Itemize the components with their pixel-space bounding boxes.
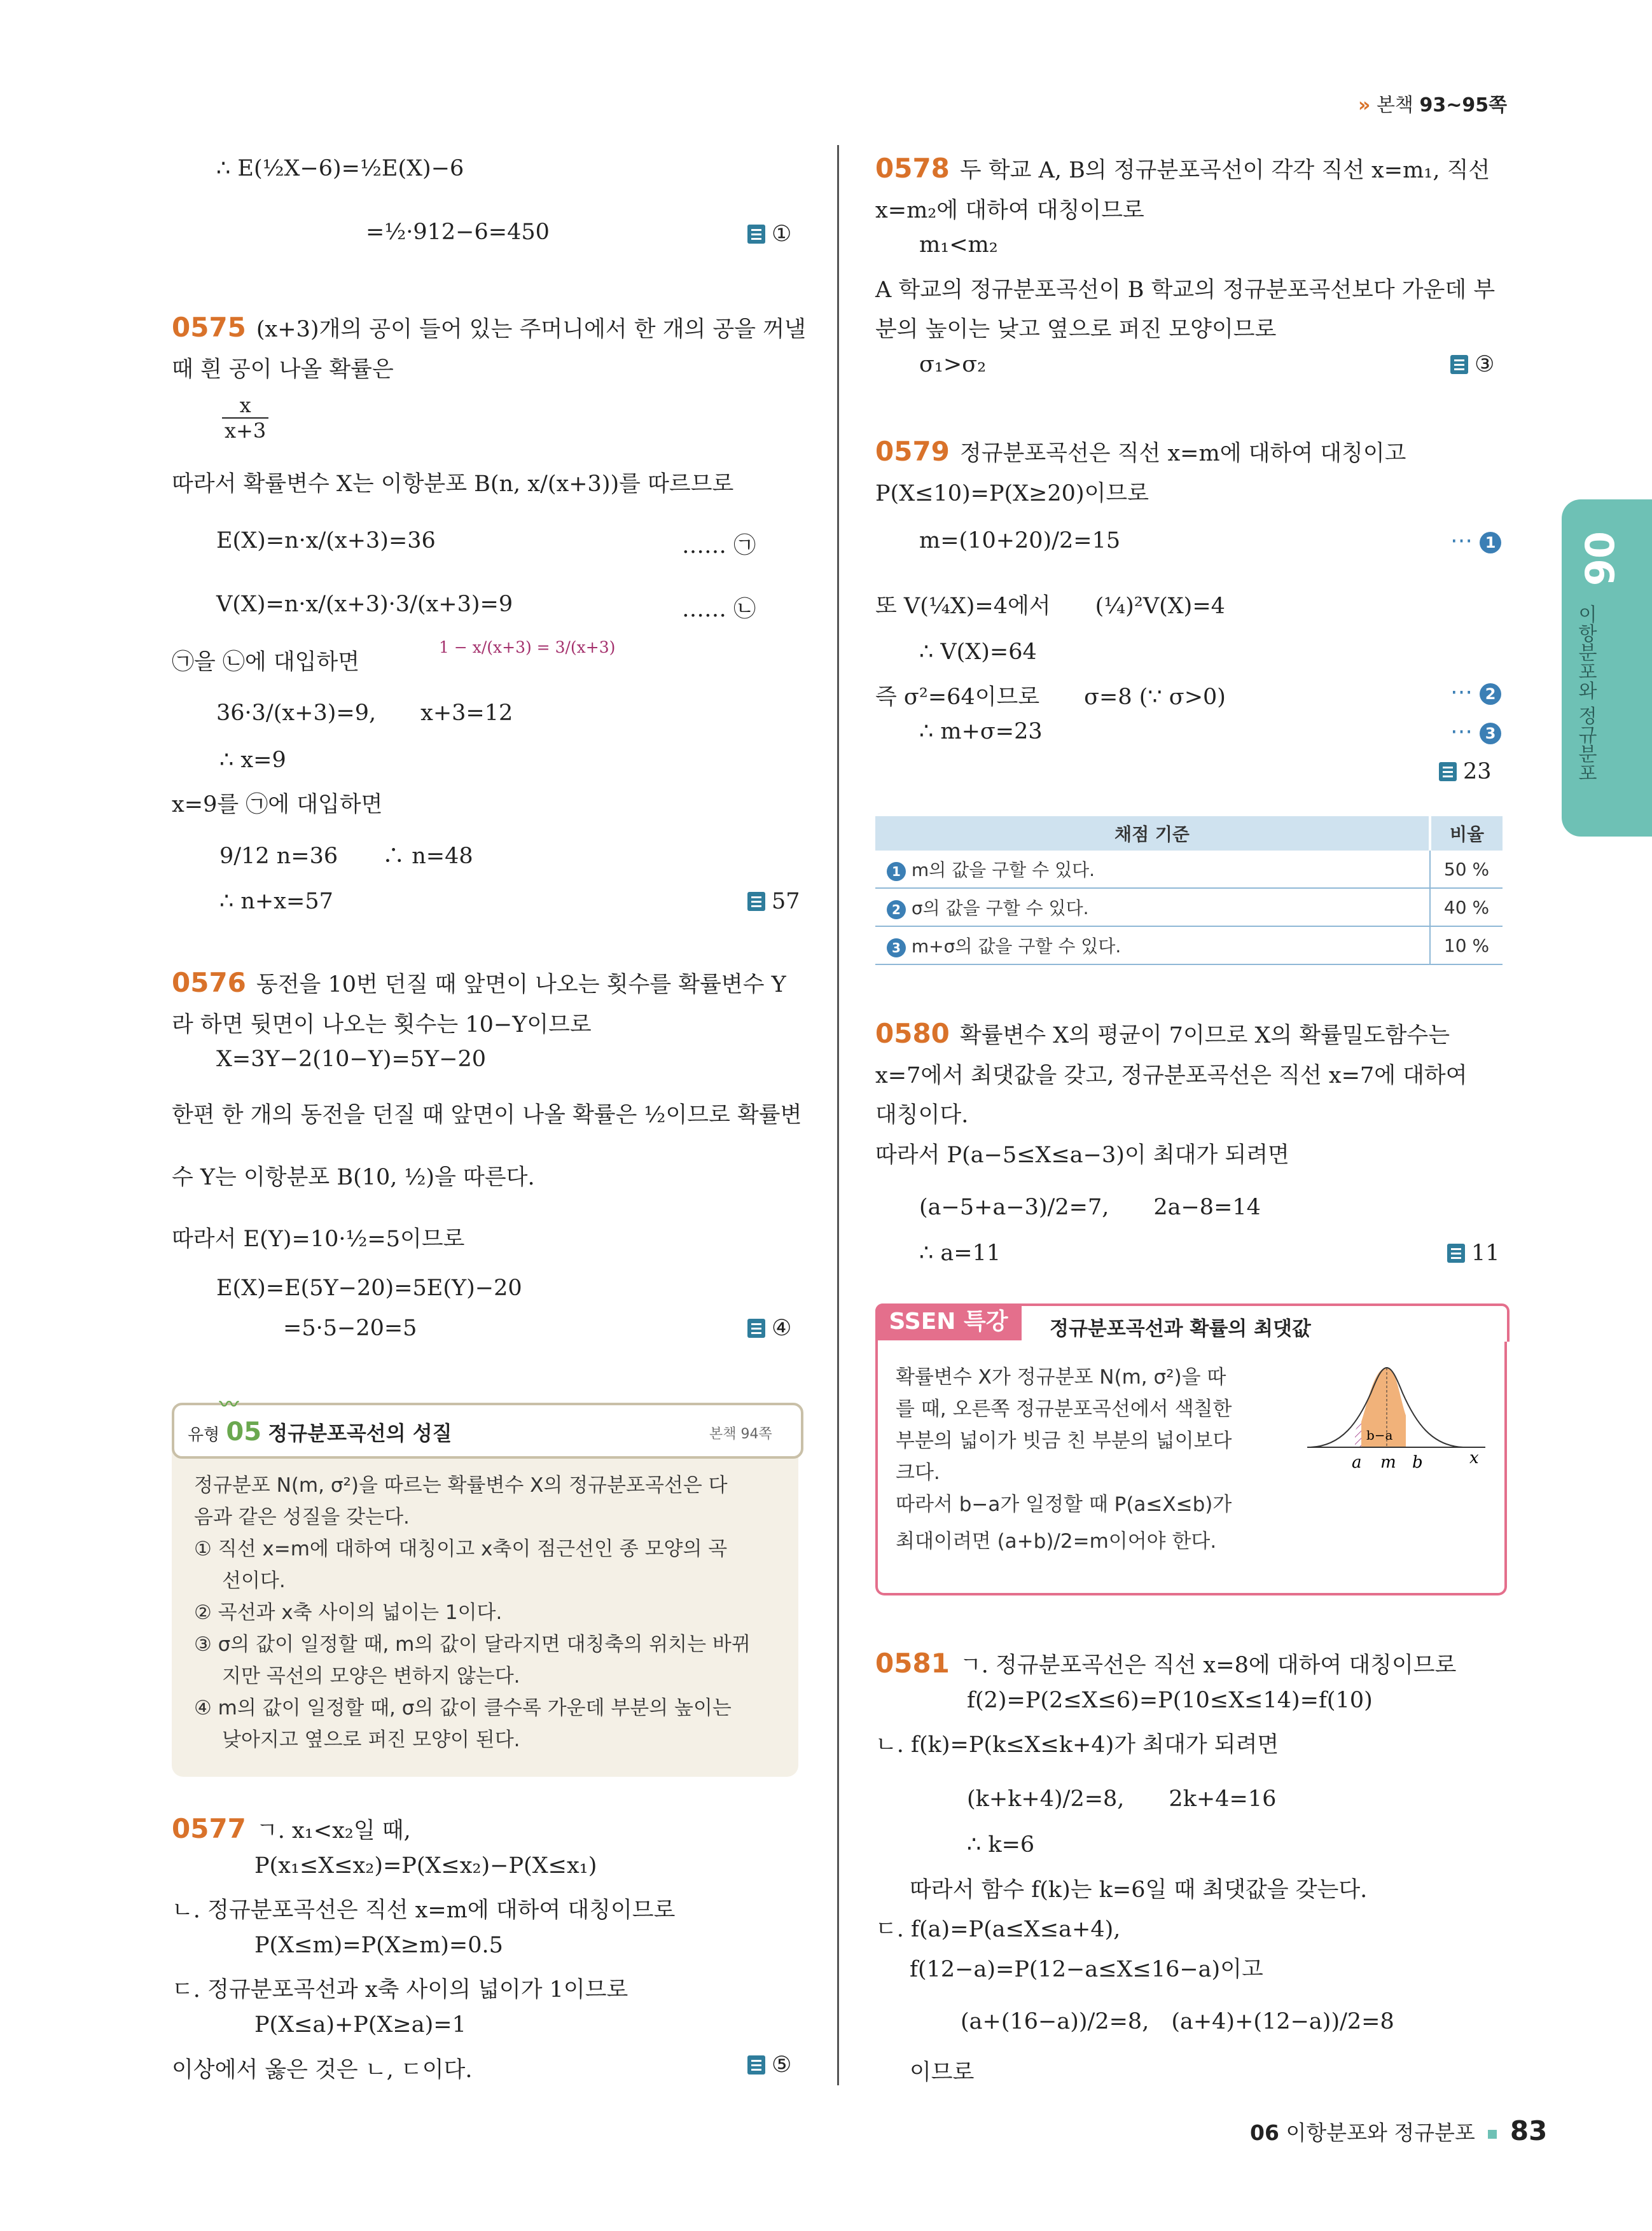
type-title: 정규분포곡선의 성질 [268, 1421, 452, 1445]
page-ref [1358, 89, 1507, 117]
problem-number: 0576 [172, 967, 246, 998]
problem-0579-l4: 또 V(¼X)=4에서 (¼)²V(X)=4 [875, 594, 1225, 619]
expected-value-eq: E(X)=n·x/(x+3)=36 [216, 528, 436, 553]
expectation-line-2: =½·912−6=450 [366, 219, 550, 245]
problem-0578-l6: σ₁>σ₂ [919, 352, 987, 377]
interval-label: b−a [1366, 1428, 1393, 1443]
problem-number: 0579 [875, 436, 950, 467]
problem-0577-l3: ㄴ. 정규분포곡선은 직선 x=m에 대하여 대칭이므로 [172, 1898, 676, 1923]
problem-0578-l4: A 학교의 정규분포곡선이 B 학교의 정규분포곡선보다 가운데 부 [875, 277, 1496, 303]
answer-0580: 11 [1447, 1241, 1500, 1266]
problem-0580-l6: ∴ a=11 [919, 1241, 1001, 1266]
problem-0581-l6: 따라서 함수 f(k)는 k=6일 때 최댓값을 갖는다. [910, 1877, 1368, 1903]
problem-0576-l8: =5·5−20=5 [283, 1316, 417, 1341]
problem-0581-l3: ㄴ. f(k)=P(k≤X≤k+4)가 최대가 되려면 [875, 1732, 1279, 1758]
problem-0576-l6: 따라서 E(Y)=10·½=5이므로 [172, 1227, 465, 1252]
chevron-right-icon: » [1358, 94, 1371, 116]
probability-fraction: $\frac{x}{x+3}$ [219, 393, 271, 443]
calc-4: ∴ n+x=57 [219, 889, 333, 914]
answer-icon [747, 1319, 765, 1338]
problem-0579-l3: m=(10+20)/2=15 [919, 528, 1121, 553]
side-tab-title: 이항분포와 정규분포 [1574, 604, 1597, 782]
table-row: 3 m+σ의 값을 구할 수 있다. 10 % [875, 926, 1503, 964]
marker-3: ⋯ 3 [1450, 719, 1501, 744]
footer-chapter-title: 이항분포와 정규분포 [1286, 2120, 1475, 2145]
problem-0578-l2: x=m₂에 대하여 대칭이므로 [875, 198, 1144, 223]
problem-0579-l1: 0579 정규분포곡선은 직선 x=m에 대하여 대칭이고 [875, 436, 1406, 467]
table-header-ratio: 비율 [1430, 816, 1503, 851]
type-05-ref: 본책 94쪽 [709, 1426, 772, 1442]
substitute-line-2: x=9를 ㉠에 대입하면 [172, 792, 383, 817]
ssen-badge: SSEN 특강 [875, 1303, 1022, 1340]
ssen-content: 확률변수 X가 정규분포 N(m, σ²)을 따 를 때, 오른쪽 정규분포곡선에서 색칠한 부분의 넓이가 빗금 친 부분의 넓이보다 크다. 따라서 b−a가 일정할 때 P(a≤X≤b)가 최대이려면 (a+b)/2=m이어야 한다. [896, 1366, 1232, 1553]
problem-0577-l2: P(x₁≤X≤x₂)=P(X≤x₂)−P(X≤x₁) [254, 1853, 597, 1879]
wave-icon: 〰 [219, 1394, 239, 1416]
type-label: 유형 [188, 1426, 220, 1445]
scoring-table [875, 816, 1503, 965]
answer-0575: 57 [747, 889, 800, 914]
problem-0577-l5: ㄷ. 정규분포곡선과 x축 사이의 넓이가 1이므로 [172, 1977, 628, 2003]
problem-number: 0581 [875, 1648, 950, 1679]
problem-0578-l3: m₁<m₂ [919, 232, 998, 258]
answer-icon [747, 2055, 765, 2075]
problem-0578-l1: 0578 두 학교 A, B의 정규분포곡선이 각각 직선 x=m₁, 직선 [875, 153, 1490, 184]
problem-0579-l6: 즉 σ²=64이므로 σ=8 (∵ σ>0) [875, 685, 1226, 710]
problem-0578-l5: 분의 높이는 낮고 옆으로 퍼진 모양이므로 [875, 317, 1277, 342]
problem-0581-l1: 0581 ㄱ. 정규분포곡선은 직선 x=8에 대하여 대칭이므로 [875, 1648, 1457, 1679]
problem-0579-l2: P(X≤10)=P(X≥20)이므로 [875, 481, 1149, 506]
problem-0580-l4: 따라서 P(a−5≤X≤a−3)이 최대가 되려면 [875, 1143, 1289, 1168]
problem-0575-intro2: 때 흰 공이 나올 확률은 [172, 357, 394, 382]
tag-2: …… ㉡ [682, 597, 756, 622]
table-row: 2 σ의 값을 구할 수 있다. 40 % [875, 888, 1503, 926]
answer-0578: ③ [1450, 352, 1494, 377]
calc-1: 36·3/(x+3)=9, x+3=12 [216, 700, 513, 726]
problem-0576-l1: 0576 동전을 10번 던질 때 앞면이 나오는 횟수를 확률변수 Y [172, 967, 786, 998]
page-ref-label: 본책 [1376, 94, 1413, 116]
table-header-criteria: 채점 기준 [875, 816, 1430, 851]
calc-3: 9/12 n=36 ∴ n=48 [219, 844, 473, 869]
marker-2: ⋯ 2 [1450, 679, 1501, 705]
problem-0580-l2: x=7에서 최댓값을 갖고, 정규분포곡선은 직선 x=7에 대하여 [875, 1063, 1468, 1088]
axis-label-a: a [1352, 1453, 1362, 1472]
problem-0581-l2: f(2)=P(2≤X≤6)=P(10≤X≤14)=f(10) [967, 1688, 1373, 1713]
problem-number: 0575 [172, 312, 246, 343]
normal-curve-diagram [1304, 1358, 1495, 1485]
answer-0577: ⑤ [747, 2052, 791, 2078]
problem-0577-l1: 0577 ㄱ. x₁<x₂일 때, [172, 1813, 411, 1844]
problem-0581-l4: (k+k+4)/2=8, 2k+4=16 [967, 1786, 1277, 1812]
answer-icon [747, 225, 765, 244]
page-number: 83 [1510, 2115, 1548, 2146]
type-05-content: 정규분포 N(m, σ²)을 따르는 확률변수 X의 정규분포곡선은 다 음과 같은 성질을 갖는다. ① 직선 x=m에 대하여 대칭이고 x축이 점근선인 종 모양의 곡 선이다. ② 곡선과 x축 사이의 넓이는 1이다. ③ σ의 값이 일정할 때, m의 값이 달라지면 대칭축의 위치는 바뀌 지만 곡선의 모양은 변하지 않는다. ④ m의 값이 일정할 때, σ의 값이 클수록 가운데 부분의 높이는 낮아지고 옆으로 퍼진 모양이 된다. [194, 1474, 751, 1751]
problem-0576-l4: 한편 한 개의 동전을 던질 때 앞면이 나올 확률은 ½이므로 확률변 [172, 1102, 802, 1128]
answer-icon [747, 892, 765, 911]
footer-square-icon [1488, 2130, 1497, 2139]
side-tab-num: 06 [1576, 531, 1622, 587]
answer-icon [1447, 1244, 1465, 1263]
problem-0580-l5: (a−5+a−3)/2=7, 2a−8=14 [919, 1195, 1261, 1220]
footer-chapter-num: 06 [1250, 2120, 1279, 2145]
variance-eq: V(X)=n·x/(x+3)·3/(x+3)=9 [216, 592, 513, 617]
problem-0580-l1: 0580 확률변수 X의 평균이 7이므로 X의 확률밀도함수는 [875, 1018, 1450, 1049]
problem-number: 0580 [875, 1018, 950, 1049]
problem-0577-l7: 이상에서 옳은 것은 ㄴ, ㄷ이다. [172, 2057, 473, 2083]
answer-icon [1439, 762, 1457, 781]
problem-0577-l4: P(X≤m)=P(X≥m)=0.5 [254, 1933, 503, 1958]
problem-0576-l5: 수 Y는 이항분포 B(10, ½)을 따른다. [172, 1165, 535, 1190]
table-row: 1 m의 값을 구할 수 있다. 50 % [875, 851, 1503, 888]
problem-number: 0577 [172, 1813, 246, 1844]
answer-0576: ④ [747, 1316, 791, 1341]
footer [1250, 2115, 1547, 2146]
calc-2: ∴ x=9 [219, 747, 286, 773]
column-divider [837, 145, 839, 2085]
ssen-title: 정규분포곡선과 확률의 최댓값 [1050, 1317, 1311, 1340]
answer-icon [1450, 355, 1468, 374]
axis-label-x: x [1469, 1449, 1479, 1468]
answer-0579: 23 [1439, 759, 1492, 784]
problem-number: 0578 [875, 153, 950, 184]
problem-0581-l8: f(12−a)=P(12−a≤X≤16−a)이고 [910, 1957, 1263, 1982]
type-05-title [188, 1417, 452, 1447]
binomial-follow: 따라서 확률변수 X는 이항분포 B(n, x/(x+3))를 따르므로 [172, 471, 734, 497]
problem-0581-l9: (a+(16−a))/2=8, (a+4)+(12−a))/2=8 [961, 2009, 1394, 2034]
problem-0581-l5: ∴ k=6 [967, 1832, 1035, 1858]
problem-0581-l10: 이므로 [910, 2060, 975, 2085]
problem-0579-l5: ∴ V(X)=64 [919, 639, 1037, 665]
problem-0581-l7: ㄷ. f(a)=P(a≤X≤a+4), [875, 1917, 1121, 1942]
substitute-line: ㉠을 ㉡에 대입하면 [172, 650, 360, 675]
axis-label-m: m [1380, 1453, 1396, 1472]
problem-0576-l3: X=3Y−2(10−Y)=5Y−20 [216, 1046, 487, 1072]
axis-label-b: b [1412, 1453, 1423, 1472]
problem-0576-l7: E(X)=E(5Y−20)=5E(Y)−20 [216, 1275, 522, 1301]
expectation-line-1: ∴ E(½X−6)=½E(X)−6 [216, 156, 464, 181]
marker-1: ⋯ 1 [1450, 528, 1501, 553]
answer-top: ① [747, 221, 791, 247]
problem-0579-l7: ∴ m+σ=23 [919, 719, 1043, 744]
problem-0580-l3: 대칭이다. [875, 1102, 969, 1128]
problem-0575-intro: 0575 (x+3)개의 공이 들어 있는 주머니에서 한 개의 공을 꺼낼 [172, 312, 806, 343]
tag-1: …… ㉠ [682, 533, 756, 559]
problem-0577-l6: P(X≤a)+P(X≥a)=1 [254, 2012, 466, 2038]
problem-0576-l2: 라 하면 뒷면이 나오는 횟수는 10−Y이므로 [172, 1012, 592, 1038]
type-num: 05 [226, 1417, 262, 1447]
page-ref-pages: 93~95쪽 [1419, 94, 1508, 116]
variance-note: 1 − x/(x+3) = 3/(x+3) [439, 638, 616, 657]
